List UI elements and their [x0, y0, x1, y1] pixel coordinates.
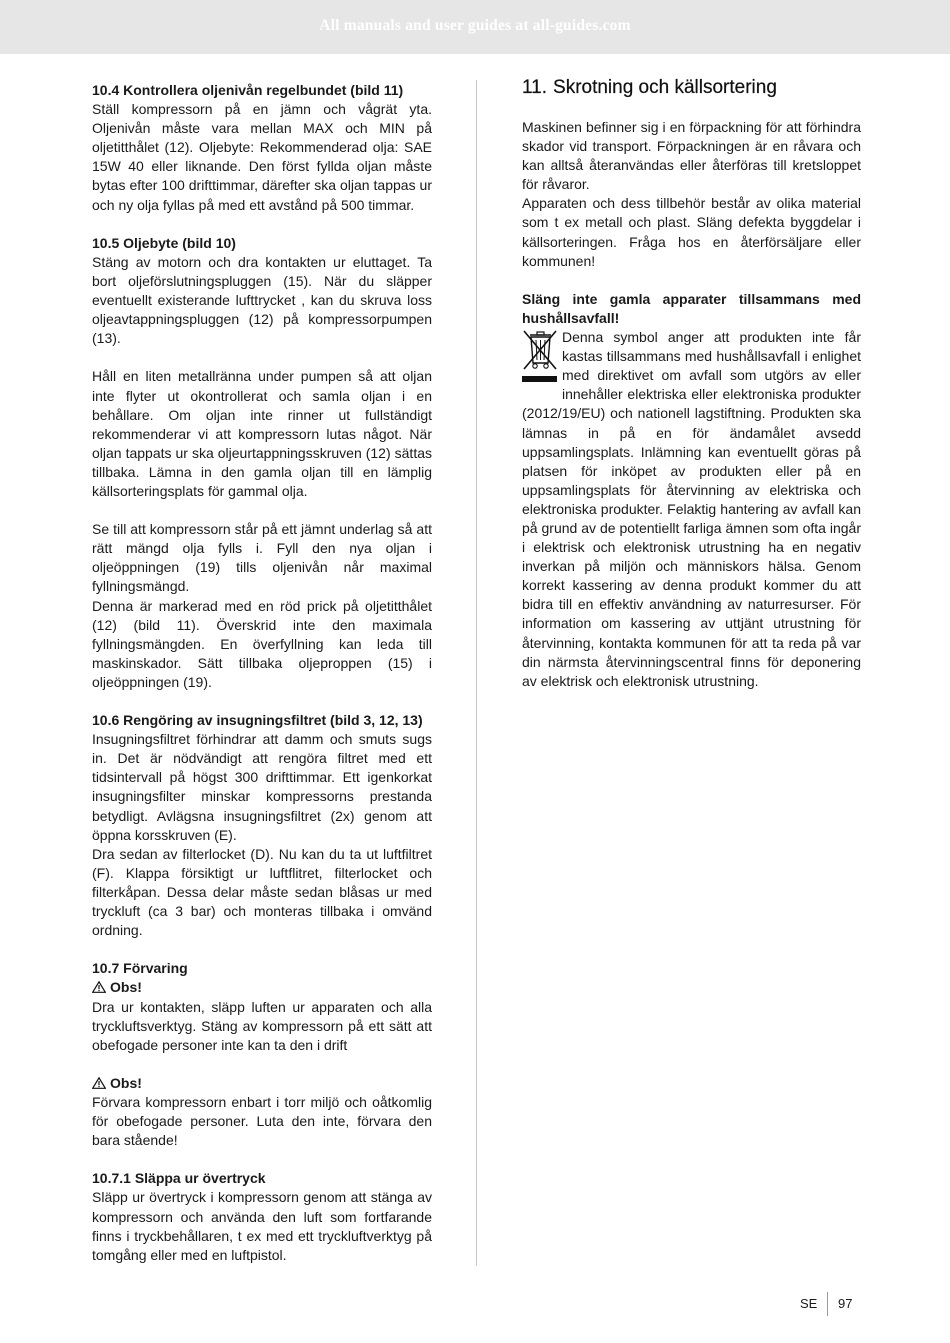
paragraph-10-6-1: Insugningsfiltret förhindrar att damm och smuts sugs in. Det är nödvändigt att rengöra filtret med ett tidsintervall på högst 300 drifttimmar. Ett igenkorkat insugningsfilter minskar kompressorns prestanda betydligt. Avlägsna insugningsfiltret (2x) genom att öppna korsskruven (E).: [92, 731, 432, 843]
section-title-text: Skrotning och källsortering: [553, 77, 777, 98]
heading-10-7: 10.7 Förvaring: [92, 960, 188, 977]
banner-text: All manuals and user guides at all-guides.com: [319, 17, 631, 34]
warning-triangle-icon: [92, 1077, 106, 1089]
left-column: [92, 81, 432, 1265]
heading-10-4: 10.4 Kontrollera oljenivån regelbundet (bild 11): [92, 82, 404, 98]
footer-language: SE: [800, 1296, 818, 1311]
warning-triangle-icon: [92, 981, 106, 993]
obs-note-2: [92, 1074, 432, 1093]
paragraph-10-7-2: Förvara kompressorn enbart i torr miljö och oåtkomlig för obefogade personer. Luta den inte, förvara den bara stående!: [92, 1093, 432, 1149]
paragraph-10-4: Ställ kompressorn på en jämn och vågrät yta. Oljenivån måste vara mellan MAX och MIN på oljetitthålet (12). Oljebyte: Rekommenderad olja: SAE 15W 40 eller liknande. Den först fyllda oljan måste bytas efter 100 drifttimmar, därefter ska oljan tappas ur och ny olja fyllas på med ett avstånd på 500 timmar.: [92, 101, 432, 213]
paragraph-11-1: Maskinen befinner sig i en förpackning för att förhindra skador vid transport. Förpackningen är en råvara och kan alltså återanvändas eller återföras till kretsloppet för råvaror.: [522, 119, 861, 193]
paragraph-10-5-1: Stäng av motorn och dra kontakten ur eluttaget. Ta bort oljeförslutningspluggen (15). När du släpper eventuellt existerande lufttrycket , kan du skruva loss oljeavtappningspluggen (12) på kompressorpumpen (13).: [92, 253, 432, 347]
paragraph-10-7-1-body: Släpp ur övertryck i kompressorn genom att stänga av kompressorn och använda den luft som fortfarande finns i tryckbehållaren, t ex med ett tryckluftverktyg på tomgång eller med en luftpistol.: [92, 1189, 432, 1263]
paragraph-10-5-3: Se till att kompressorn står på ett jämnt underlag så att rätt mängd olja fylls i. Fyll den nya oljan i oljeöppningen (19) tills oljenivån når maximal fyllningsmängd.: [92, 521, 432, 595]
section-number: 11.: [522, 77, 548, 98]
weee-block: [522, 328, 861, 691]
weee-paragraph: Denna symbol anger att produkten inte får kastas tillsammans med hushållsavfall i enlighet med direktivet om avfall som utgörs av eller innehåller elektriska eller elektroniska produkter (2012/19/EU) och nationell lagstiftning. Produkten ska lämnas in på en för ändamålet avsedd uppsamlingsplats. Inlämning kan eventuellt göras på platsen för inköpet av produkten eller på en uppsamlingsplats för återvinning av elektriska och elektroniska produkter. Felaktig hantering av avfall kan på grund av de potentiellt farliga ämnen som ofta ingår i elektrisk och elektronisk utrustning ha en negativ inverkan på miljön och människors hälsa. Genom korrekt kassering av denna produkt kommer du att bidra till en effektiv användning av naturresurser. För information om kassering av uttjänt utrustning för återvinning, kontakta kommunen för att ta reda på var din närmsta återvinningscentral finns för deponering av elektrisk och elektronisk utrustning.: [522, 329, 861, 689]
top-banner: [0, 0, 950, 54]
section-title-11: [522, 77, 777, 99]
heading-10-7-1: 10.7.1 Släppa ur övertryck: [92, 1170, 266, 1187]
right-column: [522, 118, 861, 691]
disposal-warning-heading: Släng inte gamla apparater tillsammans med hushållsavfall!: [522, 290, 861, 326]
page-number: 97: [838, 1296, 853, 1311]
paragraph-10-6-2: Dra sedan av filterlocket (D). Nu kan du ta ut luftfiltret (F). Klappa försiktigt ur luftflitret, filterlocket och filterkåpan. Dessa delar måste sedan blåsas ur med tryckluft (ca 3 bar) och monteras tillbaka i omvänd ordning.: [92, 845, 432, 939]
paragraph-11-2: Apparaten och dess tillbehör består av olika material som t ex metall och plast. Släng defekta byggdelar i källsorteringen. Fråga hos en återförsäljare eller kommunen!: [522, 195, 861, 269]
obs-label-1: Obs!: [110, 979, 142, 996]
column-divider: [476, 80, 477, 1266]
crossed-out-bin-icon: [522, 329, 558, 386]
footer-divider: [827, 1292, 828, 1316]
obs-note-1: [92, 978, 432, 997]
heading-10-6: 10.6 Rengöring av insugningsfiltret (bild 3, 12, 13): [92, 712, 423, 729]
heading-10-5: 10.5 Oljebyte (bild 10): [92, 234, 236, 251]
paragraph-10-5-2: Håll en liten metallränna under pumpen så att oljan inte flyter ut okontrollerat och samla oljan i en behållare. Om oljan inte rinner ut fullständigt rekommenderar vi att kompressorn lutas något. När oljan tappats ur ska oljeurtappningsskruven (12) sättas tillbaka. Lämna in den gamla oljan till en lämplig källsorteringsplats för gammal olja.: [92, 368, 432, 499]
paragraph-10-5-4: Denna är markerad med en röd prick på oljetitthålet (12) (bild 11). Överskrid inte den maximala fyllningsmängden. En överfyllning kan leda till maskinskador. Sätt tillbaka oljeproppen (15) i oljeöppningen (19).: [92, 597, 432, 690]
obs-label-2: Obs!: [110, 1074, 142, 1091]
paragraph-10-7-1: Dra ur kontakten, släpp luften ur apparaten och alla tryckluftsverktyg. Stäng av kompressorn på ett sätt att obefogade personer inte kan ta den i drift: [92, 998, 432, 1053]
